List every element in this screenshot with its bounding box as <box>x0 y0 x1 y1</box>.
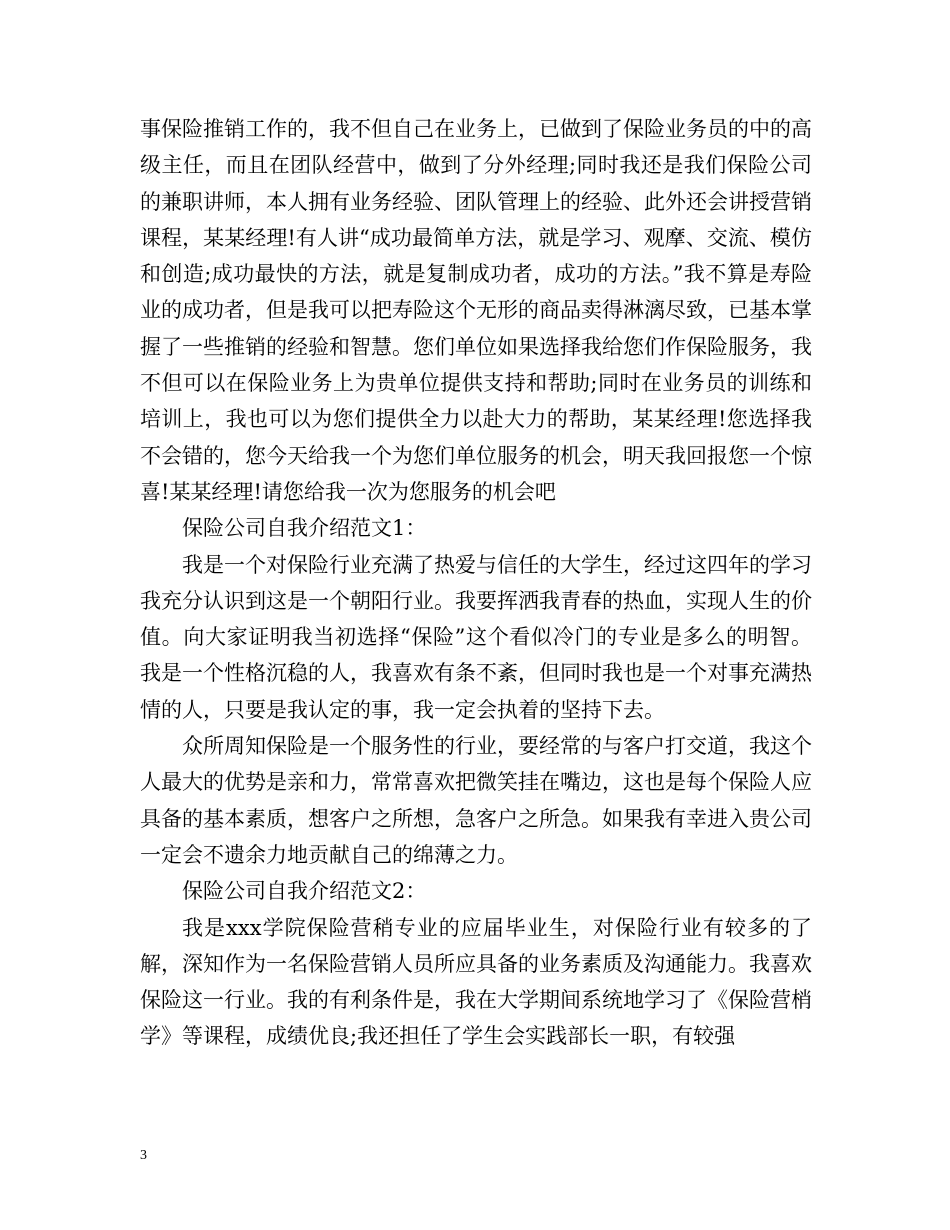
document-body <box>140 111 812 1055</box>
section-heading-sample-1: 保险公司自我介绍范文1： <box>182 516 427 541</box>
page-number: 3 <box>140 1148 147 1163</box>
paragraph-continuation: 事保险推销工作的，我不但自己在业务上，已做到了保险业务员的中的高级主任，而且在团队经营中，做到了分外经理;同时我还是我们保险公司的兼职讲师，本人拥有业务经验、团队管理上的经验、此外还会讲授营销课程，某某经理!有人讲“成功最简单方法，就是学习、观摩、交流、模仿和创造;成功最快的方法，就是复制成功者，成功的方法。”我不算是寿险业的成功者，但是我可以把寿险这个无形的商品卖得淋漓尽致，已基本掌握了一些推销的经验和智慧。您们单位如果选择我给您们作保险服务，我不但可以在保险业务上为贵单位提供支持和帮助;同时在业务员的训练和培训上，我也可以为您们提供全力以赴大力的帮助，某某经理!您选择我不会错的，您今天给我一个为您们单位服务的机会，明天我回报您一个惊喜!某某经理!请您给我一次为您服务的机会吧 <box>140 117 812 504</box>
paragraph-sample-1-part-2: 众所周知保险是一个服务性的行业，要经常的与客户打交道，我这个人最大的优势是亲和力，常常喜欢把微笑挂在嘴边，这也是每个保险人应具备的基本素质，想客户之所想，急客户之所急。如果我有幸进入贵公司一定会不遗余力地贡献自己的绵薄之力。 <box>140 734 812 867</box>
section-heading-sample-2: 保险公司自我介绍范文2： <box>182 879 427 904</box>
paragraph-sample-2: 我是xxx学院保险营稍专业的应届毕业生，对保险行业有较多的了解，深知作为一名保险营销人员所应具备的业务素质及沟通能力。我喜欢保险这一行业。我的有利条件是，我在大学期间系统地学习了《保险营梢学》等课程，成绩优良;我还担任了学生会实践部长一职，有较强 <box>140 915 812 1049</box>
paragraph-sample-1-part-1: 我是一个对保险行业充满了热爱与信任的大学生，经过这四年的学习我充分认识到这是一个朝阳行业。我要挥洒我青春的热血，实现人生的价值。向大家证明我当初选择“保险”这个看似冷门的专业是多么的明智。我是一个性格沉稳的人，我喜欢有条不紊，但同时我也是一个对事充满热情的人，只要是我认定的事，我一定会执着的坚持下去。 <box>140 552 812 722</box>
